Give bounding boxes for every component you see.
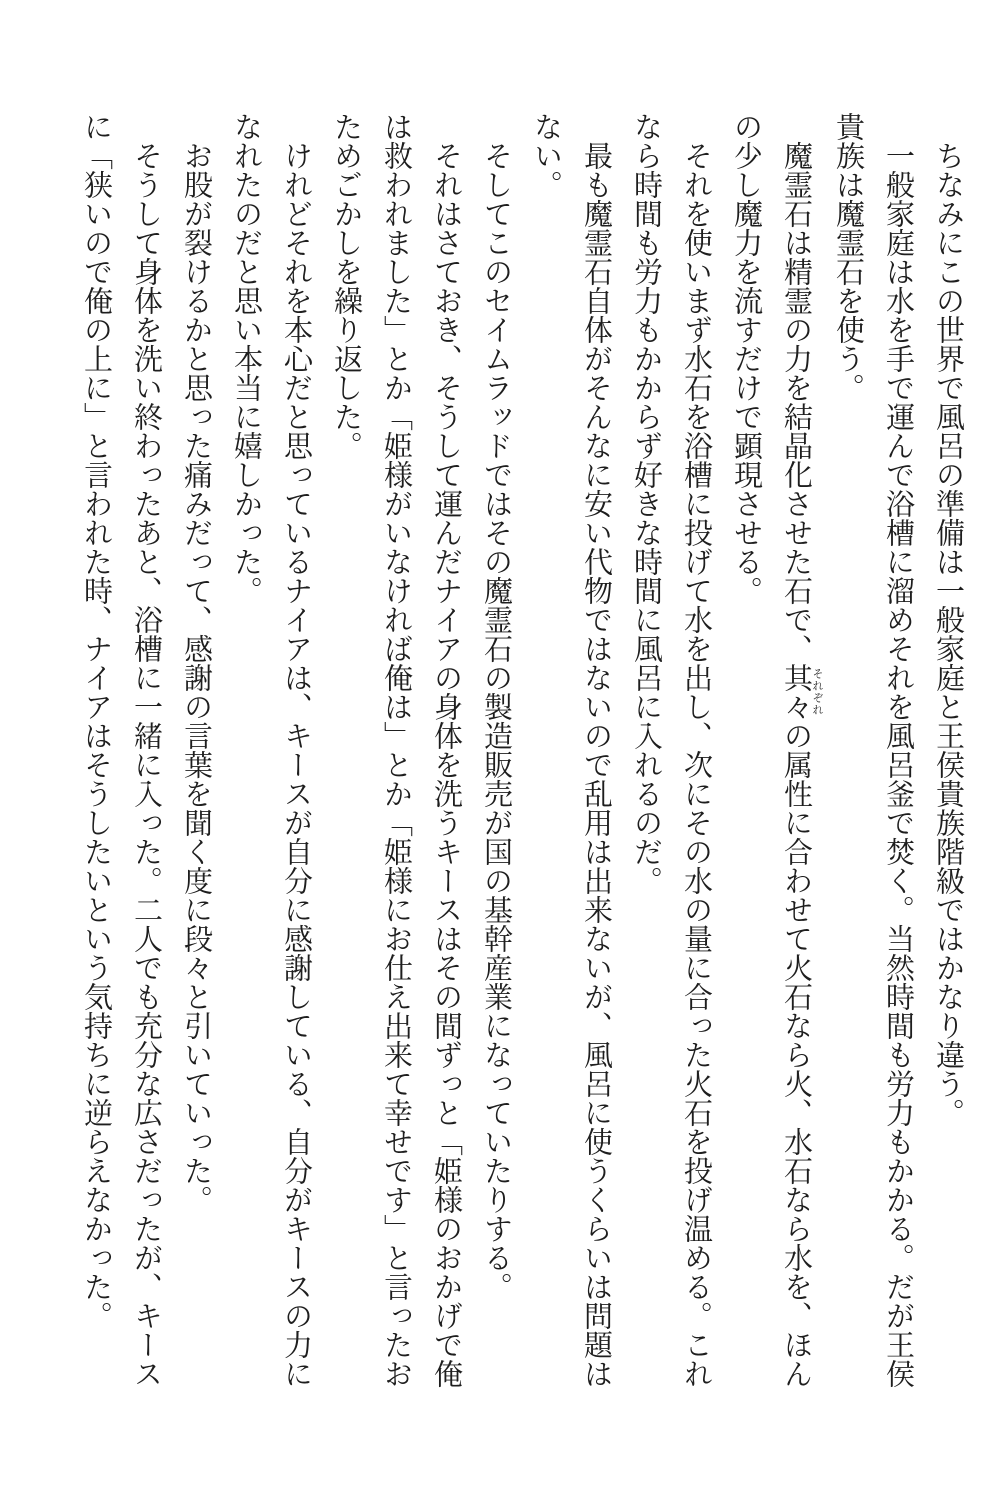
text-column — [671, 112, 721, 1388]
text-run: 一般家庭は水を手で運んで浴槽に溜めそれを風呂釜で焚く。当然時間も労力もかかる。だが王侯 — [882, 141, 914, 1388]
text-column — [873, 112, 923, 1388]
paragraph — [321, 112, 471, 1388]
paragraph — [823, 112, 923, 1388]
furigana-text: それぞれ — [811, 663, 823, 721]
text-column — [471, 112, 521, 1388]
ruby-base-text: 其々 — [780, 663, 812, 721]
text-column — [721, 112, 771, 1388]
text-run: そうして身体を洗い終わったあと、浴槽に一緒に入った。二人でも充分な広さだったが、キース — [130, 141, 162, 1388]
text-run: なれたのだと思い本当に嬉しかった。 — [230, 112, 262, 605]
paragraph — [721, 112, 823, 1388]
paragraph — [923, 112, 973, 1388]
paragraph — [171, 112, 221, 1388]
text-column — [271, 112, 321, 1388]
text-run: ためごかしを繰り返した。 — [330, 112, 362, 460]
text-run: 最も魔霊石自体がそんなに安い代物ではないので乱用は出来ないが、風呂に使うくらいは問題は — [580, 141, 612, 1388]
text-run: ちなみにこの世界で風呂の準備は一般家庭と王侯貴族階級ではかなり違う。 — [932, 141, 964, 1127]
paragraph — [621, 112, 721, 1388]
text-run: の属性に合わせて火石なら火、水石なら水を、ほん — [780, 721, 812, 1388]
text-run: は救われました」とか「姫様がいなければ俺は」とか「姫様にお仕え出来て幸せです」と言ったお — [380, 112, 412, 1388]
paragraph — [221, 112, 321, 1388]
text-column — [221, 112, 271, 1388]
furigana-ruby — [780, 663, 823, 721]
text-run: それを使いまず水石を浴槽に投げて水を出し、次にその水の量に合った火石を投げ温める。これ — [680, 141, 712, 1388]
text-run: ない。 — [530, 112, 562, 199]
text-column — [571, 112, 621, 1388]
text-column — [421, 112, 471, 1388]
text-run: それはさておき、そうして運んだナイアの身体を洗うキースはその間ずっと「姫様のおかげで俺 — [430, 141, 462, 1388]
text-run: の少し魔力を流すだけで顕現させる。 — [730, 112, 762, 605]
text-run: なら時間も労力もかからず好きな時間に風呂に入れるのだ。 — [630, 112, 662, 895]
text-run: けれどそれを本心だと思っているナイアは、キースが自分に感謝している、自分がキースの力に — [280, 141, 312, 1388]
text-column — [823, 112, 873, 1388]
text-run: に「狭いので俺の上に」と言われた時、ナイアはそうしたいという気持ちに逆らえなかった。 — [80, 112, 112, 1330]
text-run: 貴族は魔霊石を使う。 — [832, 112, 864, 402]
paragraph — [71, 112, 171, 1388]
paragraph — [521, 112, 621, 1388]
text-column — [321, 112, 371, 1388]
vertical-text-area — [71, 112, 973, 1388]
text-column — [371, 112, 421, 1388]
text-column — [71, 112, 121, 1388]
text-column — [121, 112, 171, 1388]
text-run: そしてこのセイムラッドではその魔霊石の製造販売が国の基幹産業になっていたりする。 — [480, 141, 512, 1301]
text-run: お股が裂けるかと思った痛みだって、感謝の言葉を聞く度に段々と引いていった。 — [180, 141, 212, 1214]
text-column — [621, 112, 671, 1388]
text-column — [771, 112, 823, 1388]
text-column — [171, 112, 221, 1388]
text-column — [923, 112, 973, 1388]
text-column — [521, 112, 571, 1388]
paragraph — [471, 112, 521, 1388]
text-run: 魔霊石は精霊の力を結晶化させた石で、 — [780, 141, 812, 663]
